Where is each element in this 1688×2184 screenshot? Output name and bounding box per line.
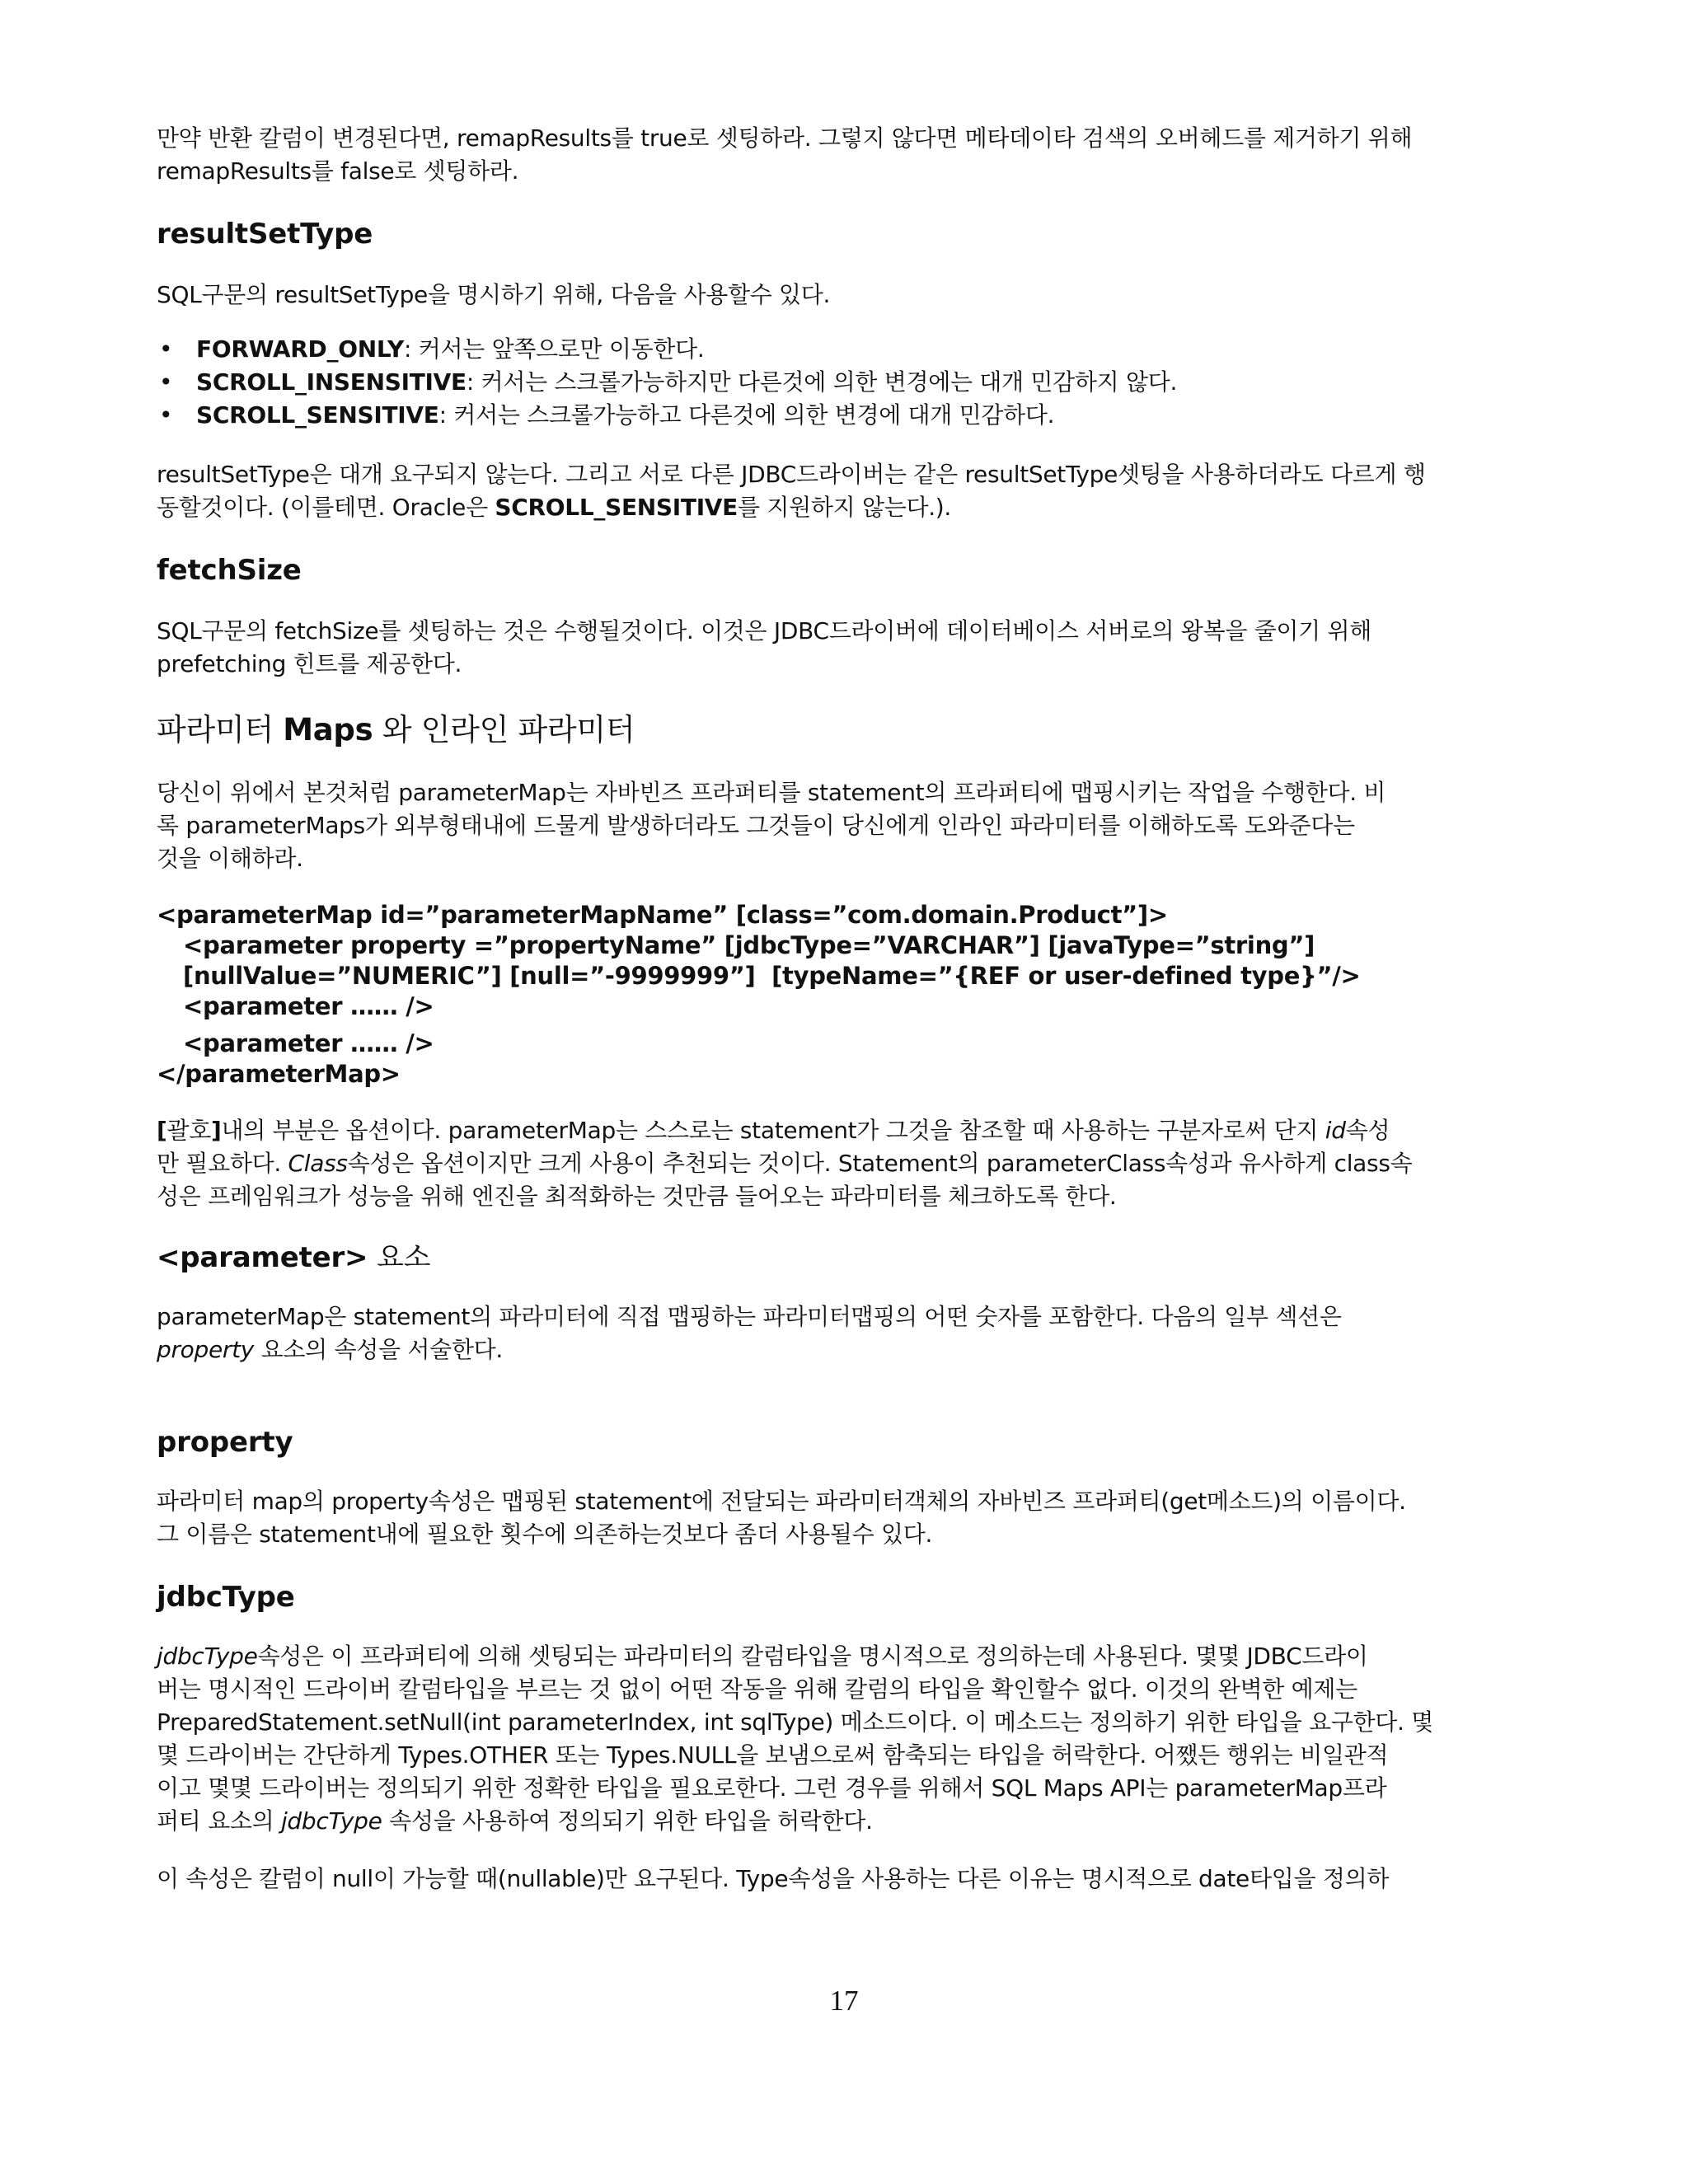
resultsettype-desc: SQL구문의 resultSetType을 명시하기 위해, 다음을 사용할수 있다. [157,281,831,308]
jdbctype-line-4: 몇 드라이버는 간단하게 Types.OTHER 또는 Types.NULL을 보냄으로써 함축되는 타입을 허락한다. 어쨌든 행위는 비일관적 [157,1741,1389,1769]
heading-parameter-element: <parameter> 요소 [157,1241,431,1274]
list-item: • SCROLL_SENSITIVE: 커서는 스크롤가능하고 다른것에 의한 변경에 대개 민감하다. [157,399,1550,432]
code-line: </parameterMap> [157,1060,401,1088]
page-content [157,122,1550,1896]
heading-property: property [157,1426,293,1459]
brackets-line-1: [괄호]내의 부분은 옵션이다. parameterMap는 스스로는 statement가 그것을 참조할 때 사용하는 구분자로써 단지 id속성 [157,1117,1390,1144]
intro-line-1: 만약 반환 칼럼이 변경된다면, remapResults를 true로 셋팅하라. 그렇지 않다면 메타데이타 검색의 오버헤드를 제거하기 위해 [157,124,1413,152]
resultsettype-note-1: resultSetType은 대개 요구되지 않는다. 그리고 서로 다른 JDBC드라이버는 같은 resultSetType셋팅을 사용하더라도 다르게 행 [157,461,1426,488]
code-line: <parameter property =”propertyName” [jdbcType=”VARCHAR”] [javaType=”string”] [183,931,1315,959]
heading-parameter-maps: 파라미터 Maps 와 인라인 파라미터 [157,712,635,748]
param-elem-line-2: property 요소의 속성을 서술한다. [157,1336,503,1363]
fetchsize-line-1: SQL구문의 fetchSize를 셋팅하는 것은 수행될것이다. 이것은 JDBC드라이버에 데이터베이스 서버로의 왕복을 줄이기 위해 [157,617,1372,644]
code-line: <parameter …… /> [183,992,434,1020]
list-item: • SCROLL_INSENSITIVE: 커서는 스크롤가능하지만 다른것에 의한 변경에는 대개 민감하지 않다. [157,366,1550,399]
jdbctype-line-6: 퍼티 요소의 jdbcType 속성을 사용하여 정의되기 위한 타입을 허락한다. [157,1807,873,1835]
resultsettype-list [157,333,1550,432]
brackets-line-3: 성은 프레임워크가 성능을 위해 엔진을 최적화하는 것만큼 들어오는 파라미터를 체크하도록 한다. [157,1183,1117,1210]
jdbctype-line-7: 이 속성은 칼럼이 null이 가능할 때(nullable)만 요구된다. Type속성을 사용하는 다른 이유는 명시적으로 date타입을 정의하 [157,1865,1390,1892]
jdbctype-line-5: 이고 몇몇 드라이버는 정의되기 위한 정확한 타입을 필요로한다. 그런 경우를 위해서 SQL Maps API는 parameterMap프라 [157,1774,1387,1802]
jdbctype-line-1: jdbcType속성은 이 프라퍼티에 의해 셋팅되는 파라미터의 칼럼타입을 명시적으로 정의하는데 사용된다. 몇몇 JDBC드라이 [157,1643,1368,1670]
code-line: <parameter …… /> [183,1029,434,1057]
jdbctype-line-2: 버는 명시적인 드라이버 칼럼타입을 부르는 것 없이 어떤 작동을 위해 칼럼의 타입을 확인할수 없다. 이것의 완벽한 예제는 [157,1675,1357,1703]
param-elem-line-1: parameterMap은 statement의 파라미터에 직접 맵핑하는 파라미터맵핑의 어떤 숫자를 포함한다. 다음의 일부 섹션은 [157,1303,1342,1330]
list-item: • FORWARD_ONLY: 커서는 앞쪽으로만 이동한다. [157,333,1550,366]
heading-fetchsize: fetchSize [157,554,302,587]
maps-line-1: 당신이 위에서 본것처럼 parameterMap는 자바빈즈 프라퍼티를 statement의 프라퍼티에 맵핑시키는 작업을 수행한다. 비 [157,779,1386,806]
intro-line-2: remapResults를 false로 셋팅하라. [157,157,519,185]
brackets-line-2: 만 필요하다. Class속성은 옵션이지만 크게 사용이 추천되는 것이다. Statement의 parameterClass속성과 유사하게 class속 [157,1150,1413,1177]
heading-jdbctype: jdbcType [157,1581,295,1614]
code-line: [nullValue=”NUMERIC”] [null=”-9999999”] [typeName=”{REF or user-defined type}”/> [183,962,1361,990]
heading-resultsettype: resultSetType [157,218,373,251]
parametermap-code-block [157,900,1550,1090]
resultsettype-note-2: 동할것이다. (이를테면. Oracle은 SCROLL_SENSITIVE를 지원하지 않는다.). [157,494,952,521]
property-line-2: 그 이름은 statement내에 필요한 횟수에 의존하는것보다 좀더 사용될수 있다. [157,1521,933,1548]
maps-line-3: 것을 이해하라. [157,845,303,872]
page-number: 17 [829,1985,859,2017]
code-line: <parameterMap id=”parameterMapName” [class=”com.domain.Product”]> [157,901,1168,929]
fetchsize-line-2: prefetching 힌트를 제공한다. [157,650,462,677]
jdbctype-line-3: PreparedStatement.setNull(int parameterIndex, int sqlType) 메소드이다. 이 메소드는 정의하기 위한 타입을 요구한다. 몇 [157,1708,1434,1736]
property-line-1: 파라미터 map의 property속성은 맵핑된 statement에 전달되는 파라미터객체의 자바빈즈 프라퍼티(get메소드)의 이름이다. [157,1488,1406,1515]
maps-line-2: 록 parameterMaps가 외부형태내에 드물게 발생하더라도 그것들이 당신에게 인라인 파라미터를 이해하도록 도와준다는 [157,812,1355,839]
